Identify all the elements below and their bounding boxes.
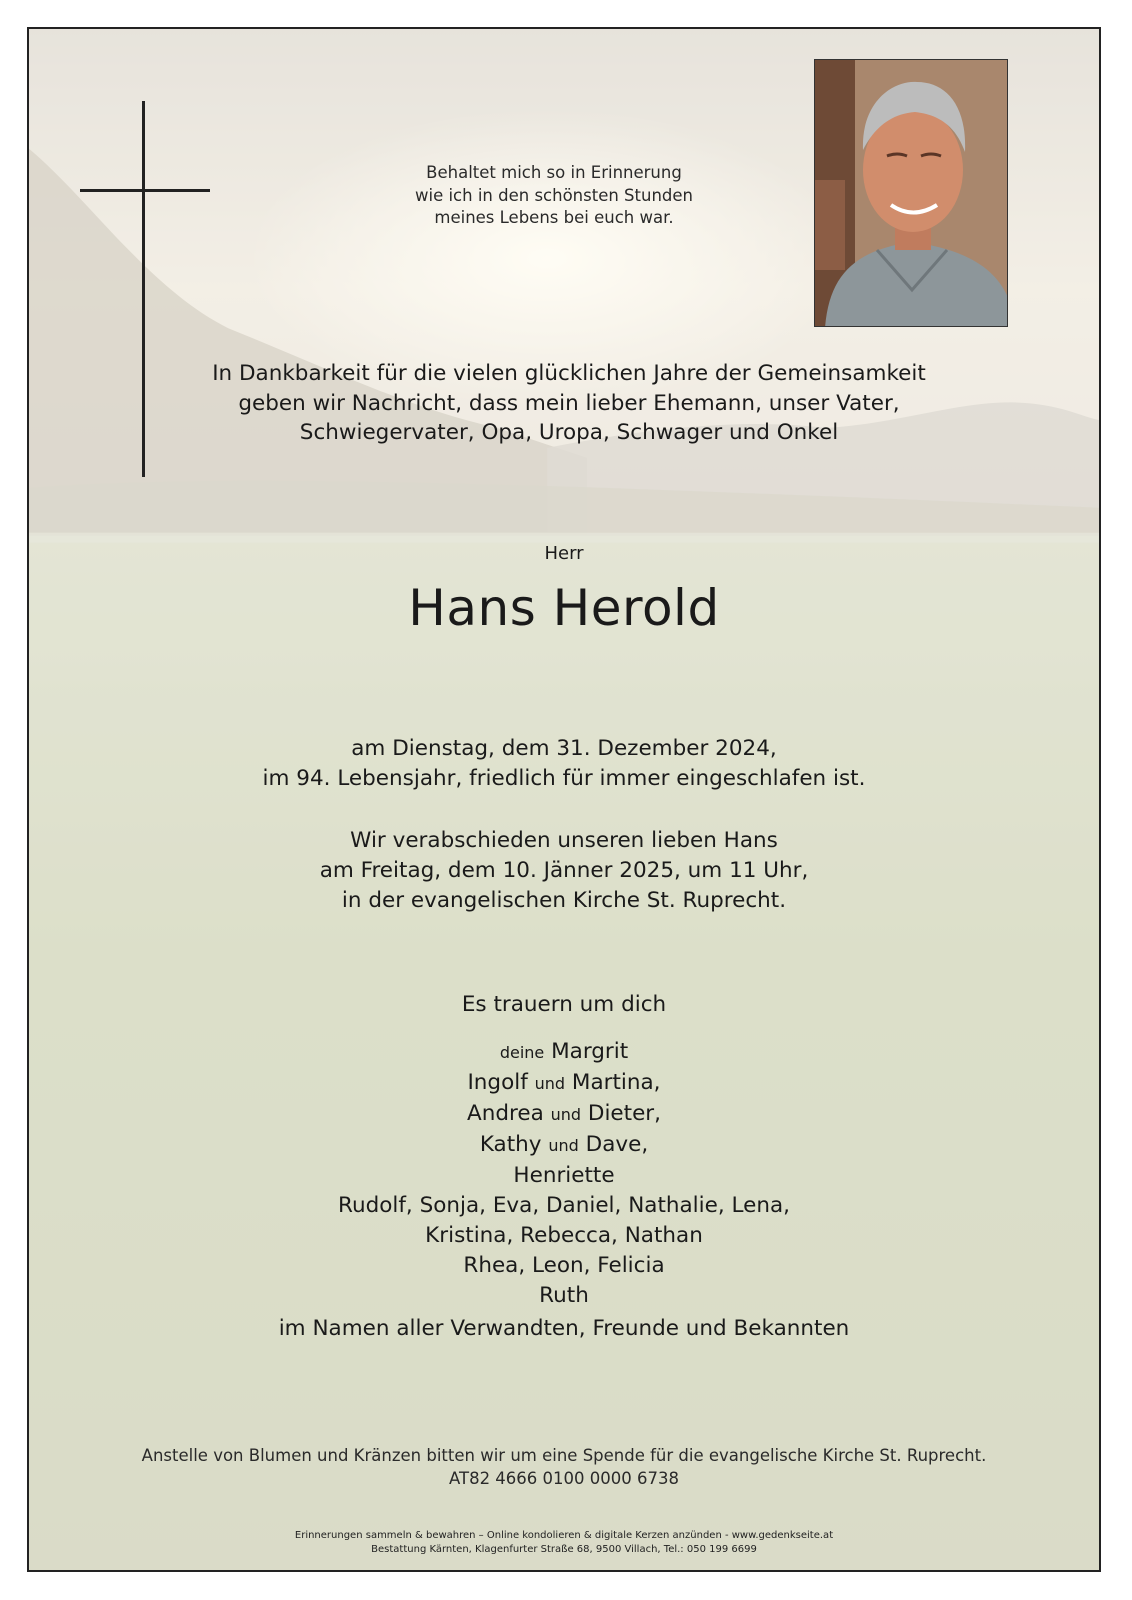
list-item: Ruth [539, 1283, 589, 1308]
portrait-image [815, 60, 1008, 327]
list-item: Rhea, Leon, Felicia [463, 1253, 665, 1278]
donation-text: Anstelle von Blumen und Kränzen bitten wir um eine Spende für die evangelische Kirche St. Ruprecht. [141, 1446, 987, 1465]
donation-iban: AT82 4666 0100 0000 6738 [448, 1469, 680, 1488]
portrait-photo [814, 59, 1008, 327]
donation-request [29, 1444, 1099, 1490]
farewell-notice: Wir verabschieden unseren lieben Hans am Freitag, dem 10. Jänner 2025, um 11 Uhr, in der evangelischen Kirche St. Ruprecht. [319, 828, 809, 913]
footer-line: Erinnerungen sammeln & bewahren – Online kondolieren & digitale Kerzen anzünden - www.gedenkseite.at [294, 1530, 834, 1541]
obituary-card [27, 27, 1101, 1572]
footer [29, 1529, 1099, 1556]
list-item: Ingolf und Martina, [467, 1070, 661, 1095]
list-item: Kristina, Rebecca, Nathan [425, 1223, 703, 1248]
deceased-name: Hans Herold [408, 579, 720, 637]
list-item: Andrea und Dieter, [467, 1101, 661, 1126]
salutation: Herr [544, 543, 584, 564]
list-item: Henriette [513, 1163, 615, 1188]
mourners-list [29, 1037, 1099, 1311]
list-item: Rudolf, Sonja, Eva, Daniel, Nathalie, Lena, [337, 1193, 790, 1218]
announcement-intro: In Dankbarkeit für die vielen glücklichen Jahre der Gemeinsamkeit geben wir Nachricht, dass mein lieber Ehemann, unser Vater, Schwiegervater, Opa, Uropa, Schwager und Onkel [212, 361, 926, 445]
mourners-title: Es trauern um dich [461, 992, 667, 1017]
cross-icon-horizontal [80, 189, 210, 192]
footer-line: Bestattung Kärnten, Klagenfurter Straße 68, 9500 Villach, Tel.: 050 199 6699 [371, 1543, 757, 1555]
death-notice: am Dienstag, dem 31. Dezember 2024, im 94. Lebensjahr, friedlich für immer eingeschlafen ist. [262, 736, 866, 791]
list-item: deine Margrit [499, 1039, 629, 1064]
memorial-motto: Behaltet mich so in Erinnerung wie ich in den schönsten Stunden meines Lebens bei euch war. [415, 163, 693, 227]
closing-line: im Namen aller Verwandten, Freunde und Bekannten [278, 1316, 850, 1341]
list-item: Kathy und Dave, [479, 1132, 649, 1157]
